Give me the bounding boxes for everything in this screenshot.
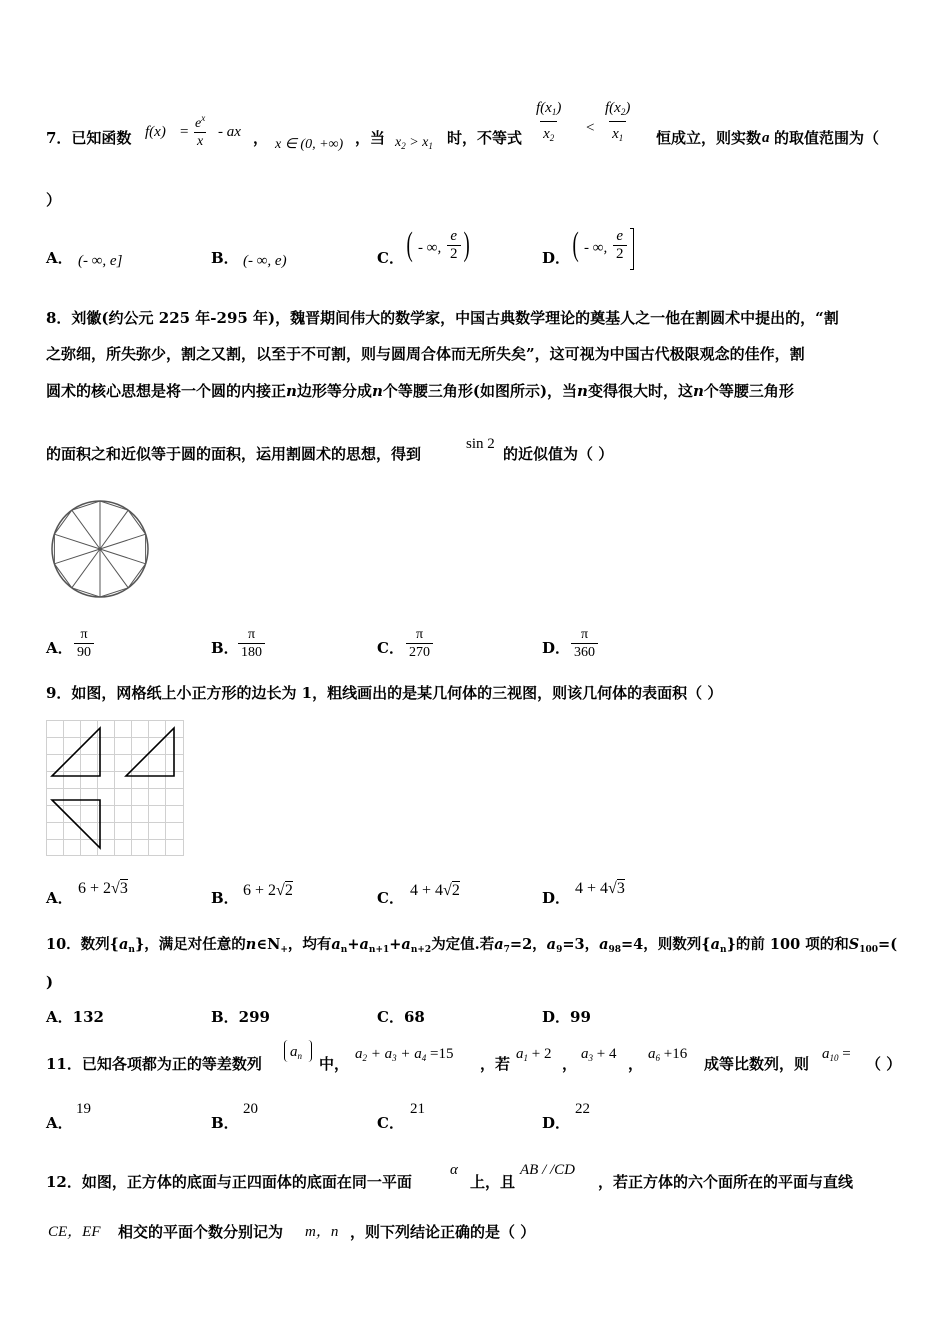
q9-opt-c: 4 + 4√2 [410,882,460,899]
q8-line4b: 的近似值为（ ） [503,445,614,463]
q9-front-view [52,728,100,776]
q11-p4: 成等比数列，则 [704,1055,810,1073]
q7-comma1: ， [253,129,269,147]
q11-t2: $a_3 + 4$ [581,1046,617,1063]
q10-opt-a: A．132 [46,1008,104,1026]
q11-opt-d-label: D． [542,1114,571,1132]
q7-frac [192,110,208,150]
q11-c2: ， [628,1055,644,1073]
q8-opt-c-label: C． [377,639,404,657]
q7-close: ） [46,191,62,209]
q11-opt-c: 21 [410,1101,425,1117]
q9-top-view [52,800,100,848]
q9-opt-c-label: C． [377,889,404,907]
q8-sin: sin 2 [466,436,495,452]
q11-seq: $a_n$ [290,1044,302,1061]
q7-ineq-frac1: $\frac{f(x_1)}{x_2}$ [533,100,564,147]
q7-opt-b: (- ∞, e) [243,253,287,269]
q7-opt-b-label: B． [211,249,239,267]
q7-opt-c-label: C． [377,249,404,267]
q9-opt-a-label: A． [46,889,73,907]
q11-c1: ， [562,1055,578,1073]
q12-p2: 上，且 [470,1173,516,1191]
q7-text-tail: 恒成立，则实数 [656,129,762,147]
q12-p4: 相交的平面个数分别记为 [118,1223,284,1241]
q7-domain: x ∈ (0, +∞) [275,137,344,152]
q11-opt-a: 19 [76,1101,91,1117]
q8-opt-c: $\frac{\pi}{270}$ [406,626,433,661]
q10-line1: 10．数列$\{a_n\}$，满足对任意的$n\in N_+$，均有$a_n+a_{n+1}+a_{n+2}$为定值.若$a_7=2$，$a_9=3$，$a_{98}=4$，则数列$\{a_n\}$的前 100 项的和$S_{100}=$( [46,936,898,955]
q7-prefix: 7．已知函数 [46,129,132,147]
q8-opt-d: $\frac{\pi}{360}$ [571,626,598,661]
q11-opt-b: 20 [243,1101,258,1117]
q7-opt-d-rbracket [630,228,634,270]
q8-line1: 8．刘徽(约公元 225 年-295 年)，魏晋期间伟大的数学家，中国古典数学理论的奠基人之一他在割圆术中提出的，“割 [46,309,839,327]
q8-circle-figure [48,499,154,599]
q7-opt-c-rparen: ) [463,226,470,263]
q7-text-tail2: 的取值范围为（ [774,129,880,147]
q7-opt-c-left: - ∞, [418,240,442,256]
q12-alpha: α [450,1162,458,1178]
q7-func: f(x) [145,124,166,140]
q11-p1: 11．已知各项都为正的等差数列 [46,1055,262,1073]
q7-opt-d-lparen: ( [572,226,579,263]
q8-opt-a: $\frac{\pi}{90}$ [74,626,94,661]
q9-opt-b: 6 + 2√2 [243,882,293,899]
q7-opt-c-lparen: ( [406,226,413,263]
q11-p2: 中， [319,1055,350,1073]
q11-p3: ，若 [480,1055,511,1073]
q10-opt-d: D．99 [542,1008,591,1026]
q12-lines: CE，EF [48,1224,101,1240]
q12-p3: ，若正方体的六个面所在的平面与直线 [598,1173,854,1191]
q8-opt-a-label: A． [46,639,73,657]
q9-opt-a: 6 + 2√3 [78,880,128,897]
q12-p1: 12．如图，正方体的底面与正四面体的底面在同一平面 [46,1173,412,1191]
q11-opt-c-label: C． [377,1114,404,1132]
q12-abcd: AB / /CD [520,1162,575,1178]
q8-line2: 之弥细，所失弥少，割之又割，以至于不可割，则与圆周合体而无所失矣”，这可视为中国古代极限观念的佳作，割 [46,345,805,363]
q10-opt-c: C．68 [377,1008,425,1026]
q9-side-view [126,728,174,776]
q8-opt-d-label: D． [542,639,571,657]
q7-ineq-frac2: $\frac{f(x_2)}{x_1}$ [602,100,633,147]
q7-frac-num: e [195,116,202,131]
q7-when: ，当 [355,129,386,147]
q7-text-when: 时，不等式 [447,129,523,147]
q7-opt-d-left: - ∞, [584,240,608,256]
q11-opt-b-label: B． [211,1114,239,1132]
q11-sum: $a_2 + a_3 + a_4 =15$ [355,1046,454,1063]
q9-stem: 9．如图，网格纸上小正方形的边长为 1，粗线画出的是某几何体的三视图，则该几何体的表面积（ ） [46,684,723,702]
q7-opt-a: (- ∞, e] [78,253,123,269]
q11-t3: $a_6 +16$ [648,1046,688,1063]
q7-opt-c-frac: $\frac{e}{2}$ [447,228,461,263]
q7-frac-sup: x [201,113,206,123]
q8-opt-b-label: B． [211,639,239,657]
q9-three-view-figure [46,720,184,856]
q7-opt-d-label: D． [542,249,571,267]
q9-opt-d: 4 + 4√3 [575,880,625,897]
q9-opt-d-label: D． [542,889,571,907]
q11-opt-a-label: A． [46,1114,73,1132]
q11-opt-d: 22 [575,1101,590,1117]
q11-p5: （ ） [866,1055,902,1073]
q10-opt-b: B．299 [211,1008,270,1026]
q11-a10: $a_{10}$ = [822,1046,851,1063]
q8-polygon [54,501,145,597]
q9-opt-b-label: B． [211,889,239,907]
q7-eq: = [180,124,189,140]
q12-p5: ，则下列结论正确的是（ ） [350,1223,536,1241]
q7-frac-den: x [194,132,206,150]
q7-cond: $x_2 > x_1$ [395,135,433,151]
q8-line3: 圆术的核心思想是将一个圆的内接正n边形等分成n个等腰三角形(如图所示)，当n变得很大时，这n个等腰三角形 [46,382,794,400]
q7-opt-d-frac: $\frac{e}{2}$ [613,228,627,263]
q7-opt-a-label: A． [46,249,73,267]
q8-line4a: 的面积之和近似等于圆的面积，运用割圆术的思想，得到 [46,445,422,463]
q10-close: ) [46,973,54,991]
q7-lt: < [586,120,595,136]
q7-minus-ax: - ax [218,124,241,140]
q8-opt-b: $\frac{\pi}{180}$ [238,626,265,661]
q12-mn: m，n [305,1224,339,1240]
q7-var-a: a [762,130,770,146]
q11-t1: $a_1 + 2$ [516,1046,552,1063]
q9-grid [46,720,184,856]
